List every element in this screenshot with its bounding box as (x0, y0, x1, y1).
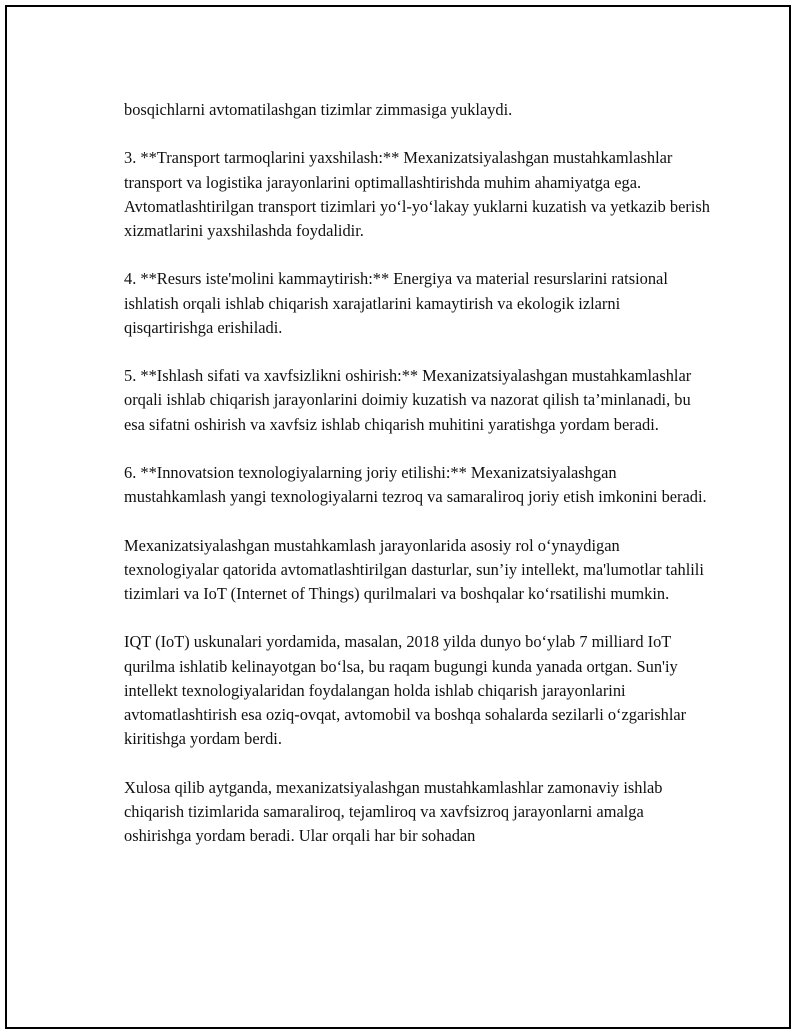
document-body (124, 98, 710, 848)
paragraph-conclusion: Xulosa qilib aytganda, mexanizatsiyalashgan mustahkamlashlar zamonaviy ishlab chiqarish tizimlarida samaraliroq, tejamliroq va xavfsizroq jarayonlarni amalga oshirishga yordam beradi. Ular orqali har bir sohadan (124, 777, 663, 845)
paragraph-item-6: 6. **Innovatsion texnologiyalarning joriy etilishi:** Mexanizatsiyalashgan mustahkamlash yangi texnologiyalarni tezroq va samaraliroq joriy etish imkonini beradi. (124, 462, 707, 507)
document-page (5, 5, 791, 1029)
paragraph-item-3: 3. **Transport tarmoqlarini yaxshilash:** Mexanizatsiyalashgan mustahkamlashlar transport va logistika jarayonlarini optimallashtirishda muhim ahamiyatga ega. Avtomatlashtirilgan transport tizimlari yo‘l-yo‘lakay yuklarni kuzatish va yetkazib berish xizmatlarini yaxshilashda foydalidir. (124, 148, 710, 240)
paragraph-item-4: 4. **Resurs iste'molini kammaytirish:** Energiya va material resurslarini ratsional ishlatish orqali ishlab chiqarish xarajatlarini kamaytirish va ekologik izlarni qisqartirishga erishiladi. (124, 269, 668, 337)
paragraph-iot: IQT (IoT) uskunalari yordamida, masalan, 2018 yilda dunyo bo‘ylab 7 milliard IoT qurilma ishlatib kelinayotgan bo‘lsa, bu raqam bugungi kunda yanada ortgan. Sun'iy intellekt texnologiyalaridan foydalangan holda ishlab chiqarish jarayonlarini avtomatlashtirish esa oziq-ovqat, avtomobil va boshqa sohalarda sezilarli o‘zgarishlar kiritishga yordam berdi. (124, 632, 687, 749)
paragraph-continuation: bosqichlarni avtomatilashgan tizimlar zimmasiga yuklaydi. (124, 100, 513, 119)
paragraph-technologies: Mexanizatsiyalashgan mustahkamlash jarayonlarida asosiy rol o‘ynaydigan texnologiyalar qatorida avtomatlashtirilgan dasturlar, sun’iy intellekt, ma'lumotlar tahlili tizimlari va IoT (Internet of Things) qurilmalari va boshqalar ko‘rsatilishi mumkin. (124, 535, 704, 603)
paragraph-item-5: 5. **Ishlash sifati va xavfsizlikni oshirish:** Mexanizatsiyalashgan mustahkamlashlar orqali ishlab chiqarish jarayonlarini doimiy kuzatish va nazorat qilish ta’minlanadi, bu esa sifatni oshirish va xavfsiz ishlab chiqarish muhitini yaratishga yordam beradi. (124, 366, 692, 434)
